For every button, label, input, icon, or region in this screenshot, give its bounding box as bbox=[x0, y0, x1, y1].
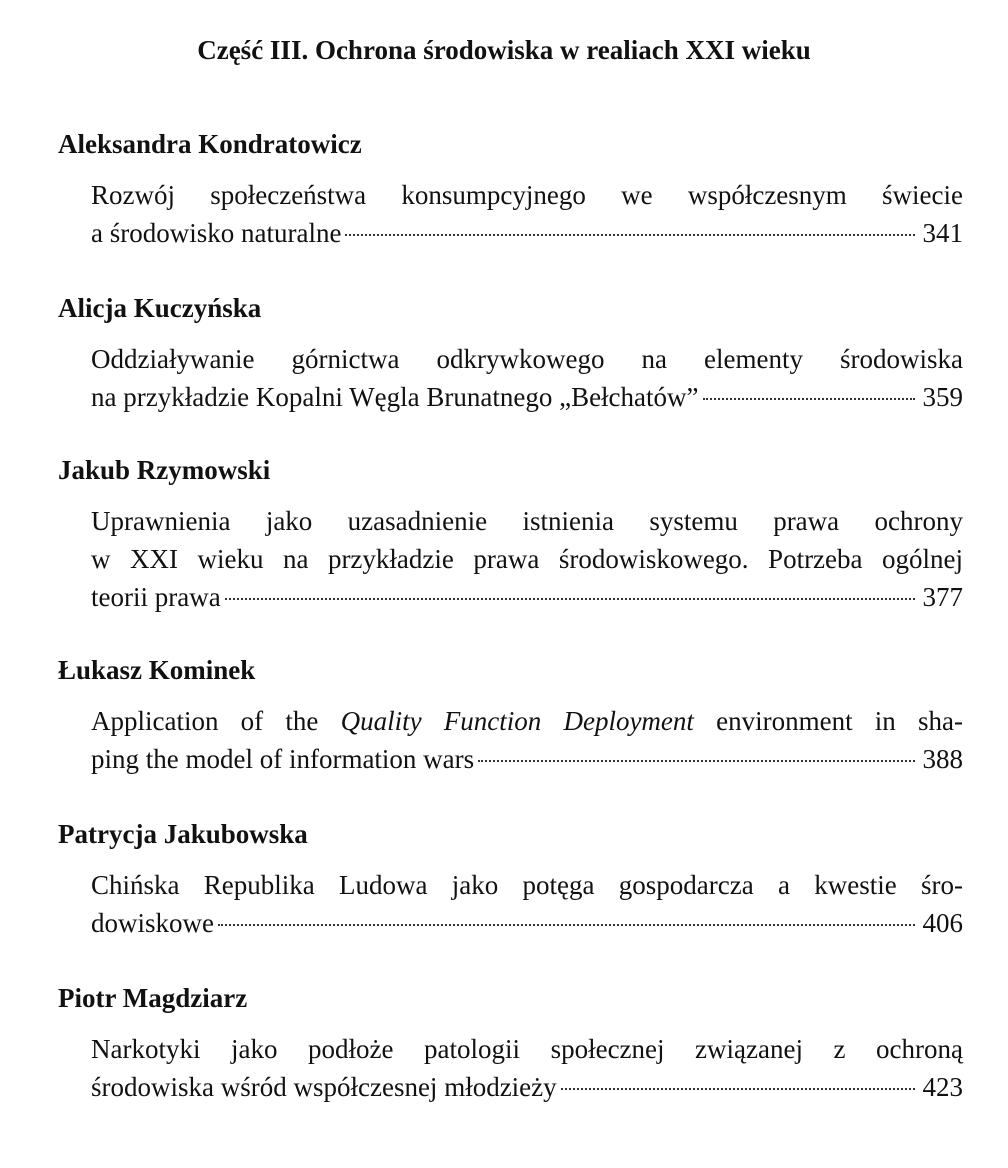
title-line: ping the model of information wars bbox=[91, 744, 475, 774]
page-number[interactable]: 341 bbox=[922, 218, 963, 248]
entry-author: Jakub Rzymowski bbox=[58, 455, 271, 485]
toc-entry[interactable] bbox=[58, 978, 963, 1106]
toc-entry[interactable] bbox=[58, 288, 963, 416]
entry-author: Piotr Magdziarz bbox=[58, 983, 248, 1013]
page-number[interactable]: 377 bbox=[922, 582, 963, 612]
title-last-line bbox=[91, 578, 963, 616]
title-line: Uprawnienia jako uzasadnienie istnienia systemu prawa ochrony bbox=[91, 506, 963, 536]
entry-author: Aleksandra Kondratowicz bbox=[58, 129, 362, 159]
page-number[interactable]: 359 bbox=[922, 382, 963, 412]
title-line: Oddziaływanie górnictwa odkrywkowego na elementy środowiska bbox=[91, 344, 963, 374]
title-last-line bbox=[91, 214, 963, 252]
entry-title bbox=[91, 1030, 963, 1106]
title-line: teorii prawa bbox=[91, 582, 221, 612]
title-last-line bbox=[91, 740, 963, 778]
title-line: a środowisko naturalne bbox=[91, 218, 342, 248]
entry-author: Patrycja Jakubowska bbox=[58, 819, 308, 849]
entry-title bbox=[91, 176, 963, 252]
section-title: Część III. Ochrona środowiska w realiach XXI wieku bbox=[197, 35, 811, 65]
page-number[interactable]: 423 bbox=[922, 1072, 963, 1102]
title-italic-text: Quality Function Deployment bbox=[340, 706, 694, 736]
page-number[interactable]: 406 bbox=[922, 908, 963, 938]
title-line: Chińska Republika Ludowa jako potęga gospodarcza a kwestie śro- bbox=[91, 870, 963, 900]
title-text: environment in sha- bbox=[693, 706, 963, 736]
entry-title bbox=[91, 866, 963, 942]
entry-author: Łukasz Kominek bbox=[58, 655, 256, 685]
dot-leader bbox=[478, 760, 914, 762]
toc-entry[interactable] bbox=[58, 650, 963, 778]
toc-entry[interactable] bbox=[58, 124, 963, 252]
dot-leader bbox=[225, 598, 915, 600]
dot-leader bbox=[561, 1088, 915, 1090]
toc-entry[interactable] bbox=[58, 450, 963, 616]
page-number[interactable]: 388 bbox=[922, 744, 963, 774]
entry-title bbox=[91, 340, 963, 416]
title-line: na przykładzie Kopalni Węgla Brunatnego „Bełchatów” bbox=[91, 382, 699, 412]
entry-title bbox=[91, 502, 963, 616]
title-line bbox=[91, 702, 963, 740]
entry-author: Alicja Kuczyńska bbox=[58, 293, 262, 323]
dot-leader bbox=[218, 924, 915, 926]
title-line: środowiska wśród współczesnej młodzieży bbox=[91, 1072, 557, 1102]
title-line: Rozwój społeczeństwa konsumpcyjnego we współczesnym świecie bbox=[91, 180, 963, 210]
title-line: w XXI wieku na przykładzie prawa środowiskowego. Potrzeba ogólnej bbox=[91, 544, 963, 574]
entry-title bbox=[91, 702, 963, 778]
title-last-line bbox=[91, 904, 963, 942]
title-last-line bbox=[91, 1068, 963, 1106]
title-line: Narkotyki jako podłoże patologii społecznej związanej z ochroną bbox=[91, 1034, 963, 1064]
title-last-line bbox=[91, 378, 963, 416]
toc-entry[interactable] bbox=[58, 814, 963, 942]
dot-leader bbox=[703, 398, 915, 400]
dot-leader bbox=[345, 234, 914, 236]
title-text: Application of the bbox=[91, 706, 341, 736]
title-line: dowiskowe bbox=[91, 908, 214, 938]
